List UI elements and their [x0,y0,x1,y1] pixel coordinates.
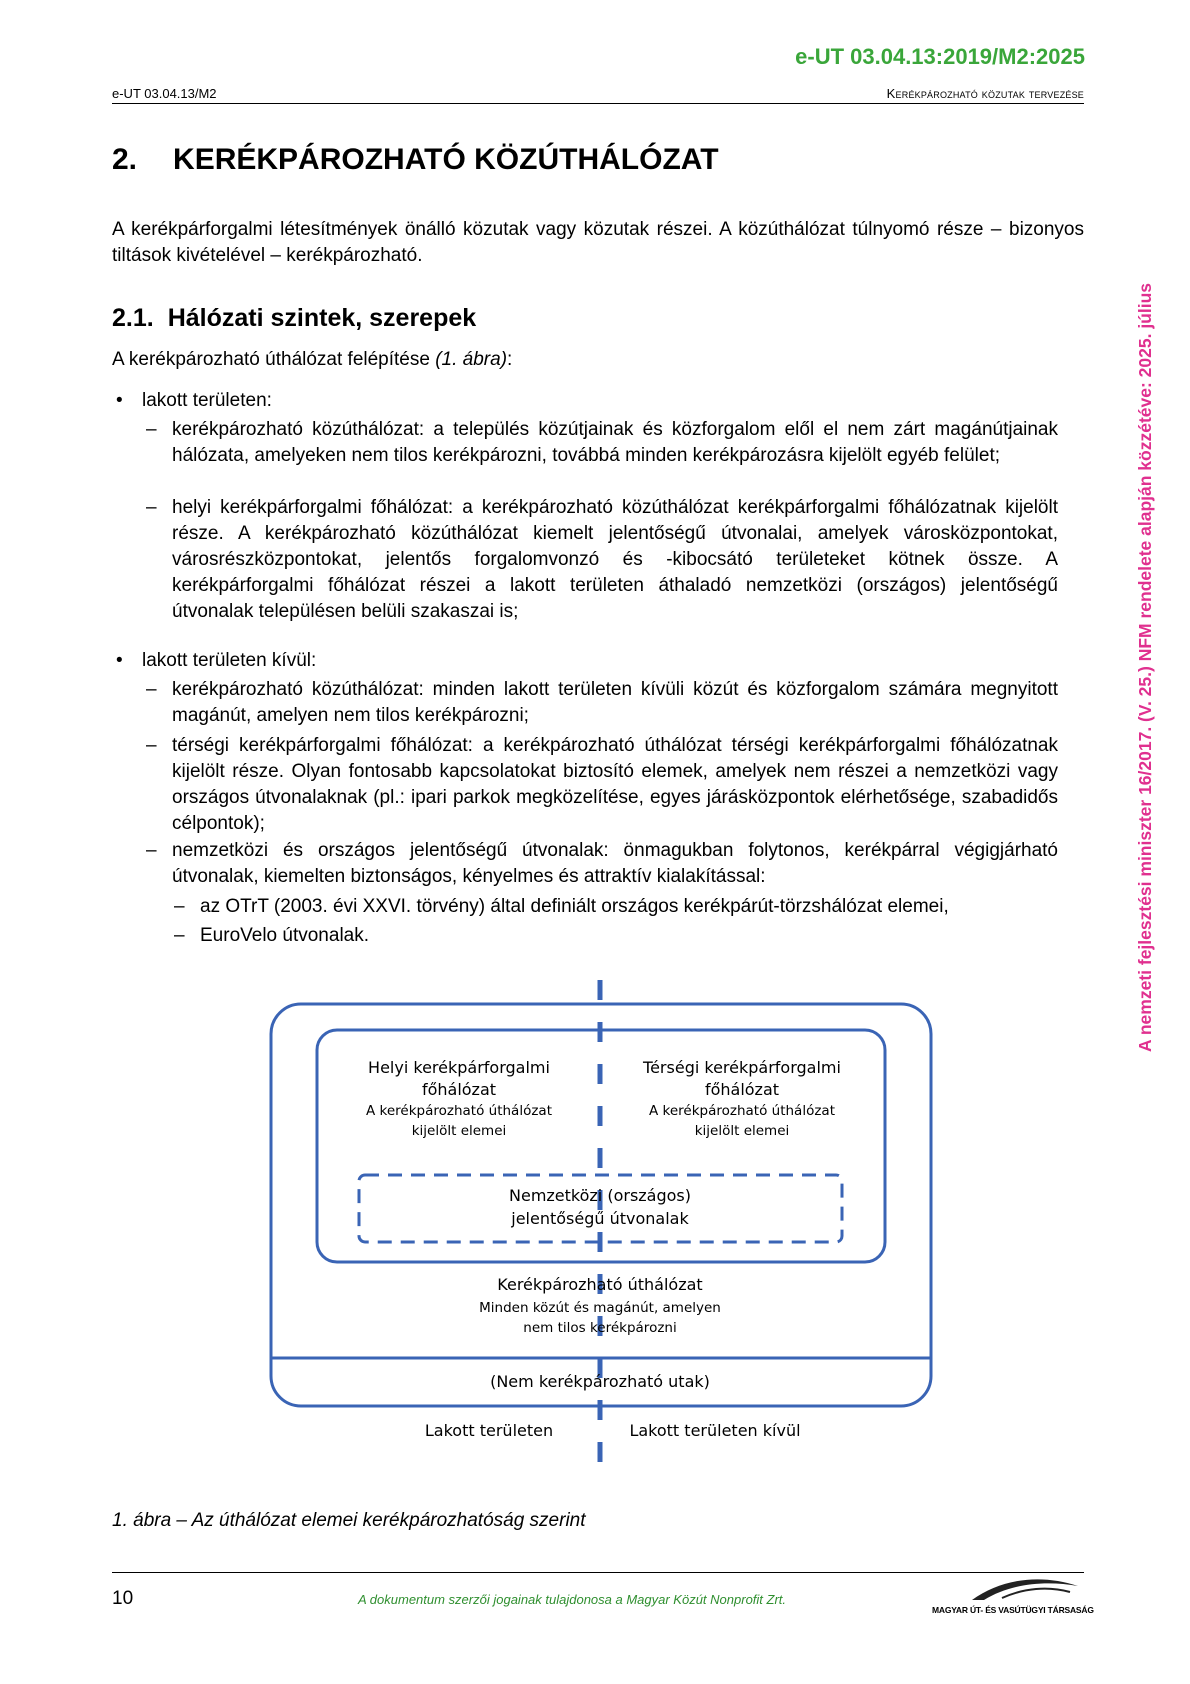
right-box-desc-2: kijelölt elemei [694,1123,790,1139]
right-box-title-2: főhálózat [704,1080,780,1099]
sub-list-item-text: az OTrT (2003. évi XXVI. törvény) által definiált országos kerékpárút-törzshálózat elemei, [200,896,949,917]
dashed-box-title-2: jelentőségű útvonalak [511,1209,689,1228]
dash-mark: – [146,419,157,440]
page-number: 10 [112,1588,134,1609]
outside-area-label: Lakott területen kívül [629,1421,801,1440]
figure-reference: (1. ábra) [435,349,508,370]
list-item-text: helyi kerékpárforgalmi főhálózat: a kerékpározható közúthálózat kerékpárforgalmi főhálózatnak kijelölt része. A kerékpározható közúthálózat kiemelt jelentőségű útvonalai, amelyek városközpontokat, városrészközpontokat, jelentős forgalomvonzó és -kibocsátó területeket kötnek össze. A kerékpárforgalmi főhálózat részei a lakott területen áthaladó nemzetközi (országos) jelentőségű útvonalak településen belüli szakaszai is; [172,497,1058,622]
header-left: e-UT 03.04.13/M2 [112,86,217,101]
bullet-label: lakott területen kívül: [142,650,317,671]
side-note-text: A nemzeti fejlesztési miniszter 16/2017. (V. 25.) NFM rendelete alapján közzétéve: 2025. július [1135,282,1155,1052]
header-right: Kerékpározható közutak tervezése [886,86,1084,101]
document-code: e-UT 03.04.13:2019/M2:2025 [795,44,1085,69]
dashed-box-title-1: Nemzetközi (országos) [509,1186,691,1205]
network-title: Kerékpározható úthálózat [497,1275,703,1294]
section-number: 2.1. [112,304,154,332]
right-box-desc-1: A kerékpározható úthálózat [648,1103,836,1119]
logo-text: MAGYAR ÚT- ÉS VASÚTÜGYI TÁRSASÁG [932,1605,1094,1615]
list-item-text: kerékpározható közúthálózat: minden lakott területen kívüli közút és közforgalom számára megnyitott magánút, amelyen nem tilos kerékpározni; [172,679,1058,726]
figure-caption: 1. ábra – Az úthálózat elemei kerékpározhatóság szerint [112,1510,586,1531]
network-desc-2: nem tilos kerékpározni [523,1320,677,1336]
dash-mark: – [146,497,157,518]
left-box-desc-2: kijelölt elemei [411,1123,507,1139]
chapter-intro: A kerékpárforgalmi létesítmények önálló közutak vagy közutak részei. A közúthálózat túlnyomó része – bizonyos tiltások kivételével – kerékpározható. [112,219,1084,266]
sub-list-item-text: EuroVelo útvonalak. [200,925,370,946]
bullet-label: lakott területen: [142,390,272,411]
section-intro-text: A kerékpározható úthálózat felépítése [112,349,436,370]
dash-mark: – [174,896,185,917]
left-box-desc-1: A kerékpározható úthálózat [365,1103,553,1119]
copyright-notice: A dokumentum szerzői jogainak tulajdonosa a Magyar Közút Nonprofit Zrt. [358,1592,787,1607]
non-cyclable-label: (Nem kerékpározható utak) [490,1372,710,1391]
chapter-title: KERÉKPÁROZHATÓ KÖZÚTHÁLÓZAT [173,143,719,176]
network-desc-1: Minden közút és magánút, amelyen [479,1300,721,1316]
left-box-title-2: főhálózat [421,1080,497,1099]
right-box-title-1: Térségi kerékpárforgalmi [643,1058,841,1077]
society-logo [932,1572,1094,1622]
chapter-number: 2. [112,143,138,176]
dash-mark: – [174,925,185,946]
list-item-text: térségi kerékpárforgalmi főhálózat: a kerékpározható úthálózat térségi kerékpárforgalmi főhálózatnak kijelölt része. Olyan fontosabb kapcsolatokat biztosító elemek, amelyek nem részei a nemzetközi vagy országos útvonalaknak (pl.: ipari parkok megközelítése, egyes járásközpontok elérhetősége, szabadidős célpontok); [172,735,1058,834]
left-box-title-1: Helyi kerékpárforgalmi [368,1058,550,1077]
list-item-text: kerékpározható közúthálózat: a település közútjainak és közforgalom elől el nem zárt magánútjainak hálózata, amelyeken nem tilos kerékpározni, továbbá minden kerékpározásra kijelölt egyéb felület; [172,419,1058,466]
section-title: Hálózati szintek, szerepek [167,304,477,332]
dash-mark: – [146,840,157,861]
dash-mark: – [146,679,157,700]
logo-swoosh-icon [932,1572,1084,1604]
bullet-mark: • [116,650,123,671]
dash-mark: – [146,735,157,756]
section-intro-end: : [507,349,513,370]
list-item-text: nemzetközi és országos jelentőségű útvonalak: önmagukban folytonos, kerékpárral végigjárható útvonalak, kiemelten biztonságos, kényelmes és attraktív kialakítással: [172,840,1058,887]
bullet-mark: • [116,390,123,411]
inside-area-label: Lakott területen [424,1421,554,1440]
